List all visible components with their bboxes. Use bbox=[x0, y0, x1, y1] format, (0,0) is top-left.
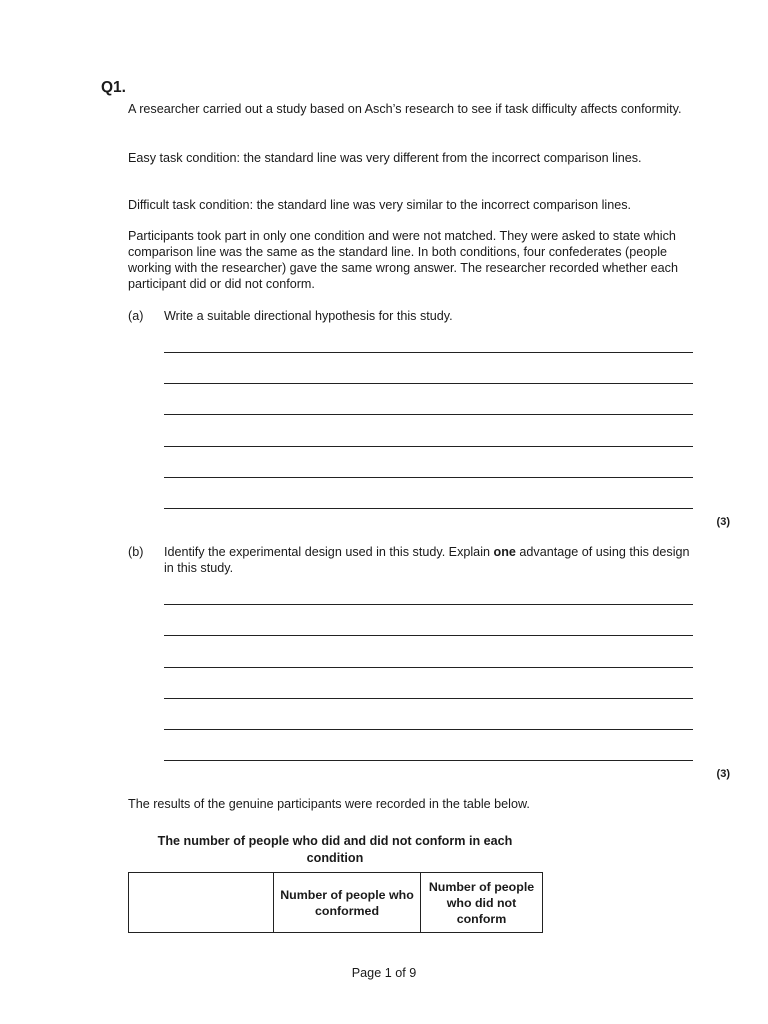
answer-line-a3[interactable] bbox=[164, 414, 693, 415]
procedure-paragraph: Participants took part in only one condition and were not matched. They were asked to state which comparison line was the same as the standard line. In both conditions, four confederates (people working with the researcher) gave the same wrong answer. The researcher recorded whether each participant did or did not conform. bbox=[128, 229, 678, 291]
answer-line-b6[interactable] bbox=[164, 760, 693, 761]
answer-line-a1[interactable] bbox=[164, 352, 693, 353]
answer-line-b4[interactable] bbox=[164, 698, 693, 699]
table-header-blank bbox=[129, 873, 274, 933]
table-title: The number of people who did and did not conform in each condition bbox=[157, 834, 513, 865]
answer-line-b5[interactable] bbox=[164, 729, 693, 730]
part-b-question bbox=[164, 544, 694, 576]
table-header-conformed: Number of people who conformed bbox=[274, 873, 421, 933]
answer-line-a6[interactable] bbox=[164, 508, 693, 509]
answer-line-a2[interactable] bbox=[164, 383, 693, 384]
question-number: Q1. bbox=[101, 79, 126, 96]
part-b-text-start: Identify the experimental design used in this study. Explain bbox=[164, 545, 494, 559]
page-footer: Page 1 of 9 bbox=[351, 966, 417, 980]
part-a-question: Write a suitable directional hypothesis for this study. bbox=[164, 309, 453, 323]
answer-line-a5[interactable] bbox=[164, 477, 693, 478]
part-b-text-end: advantage of using this design in this study. bbox=[164, 545, 690, 575]
results-table bbox=[128, 872, 543, 933]
easy-condition-paragraph: Easy task condition: the standard line was very different from the incorrect comparison lines. bbox=[128, 151, 642, 165]
part-b-letter: (b) bbox=[128, 545, 144, 559]
part-a-marks: (3) bbox=[716, 516, 730, 528]
answer-line-b3[interactable] bbox=[164, 667, 693, 668]
part-a-letter: (a) bbox=[128, 309, 144, 323]
table-header-row bbox=[129, 873, 543, 933]
answer-line-b1[interactable] bbox=[164, 604, 693, 605]
results-intro: The results of the genuine participants were recorded in the table below. bbox=[128, 797, 530, 811]
intro-paragraph: A researcher carried out a study based on Asch’s research to see if task difficulty affects conformity. bbox=[128, 102, 682, 116]
difficult-condition-paragraph: Difficult task condition: the standard line was very similar to the incorrect comparison lines. bbox=[128, 198, 632, 212]
table-header-not-conformed: Number of people who did not conform bbox=[421, 873, 543, 933]
part-b-marks: (3) bbox=[716, 768, 730, 780]
answer-line-a4[interactable] bbox=[164, 446, 693, 447]
part-b-emphasis: one bbox=[493, 545, 516, 559]
answer-line-b2[interactable] bbox=[164, 635, 693, 636]
